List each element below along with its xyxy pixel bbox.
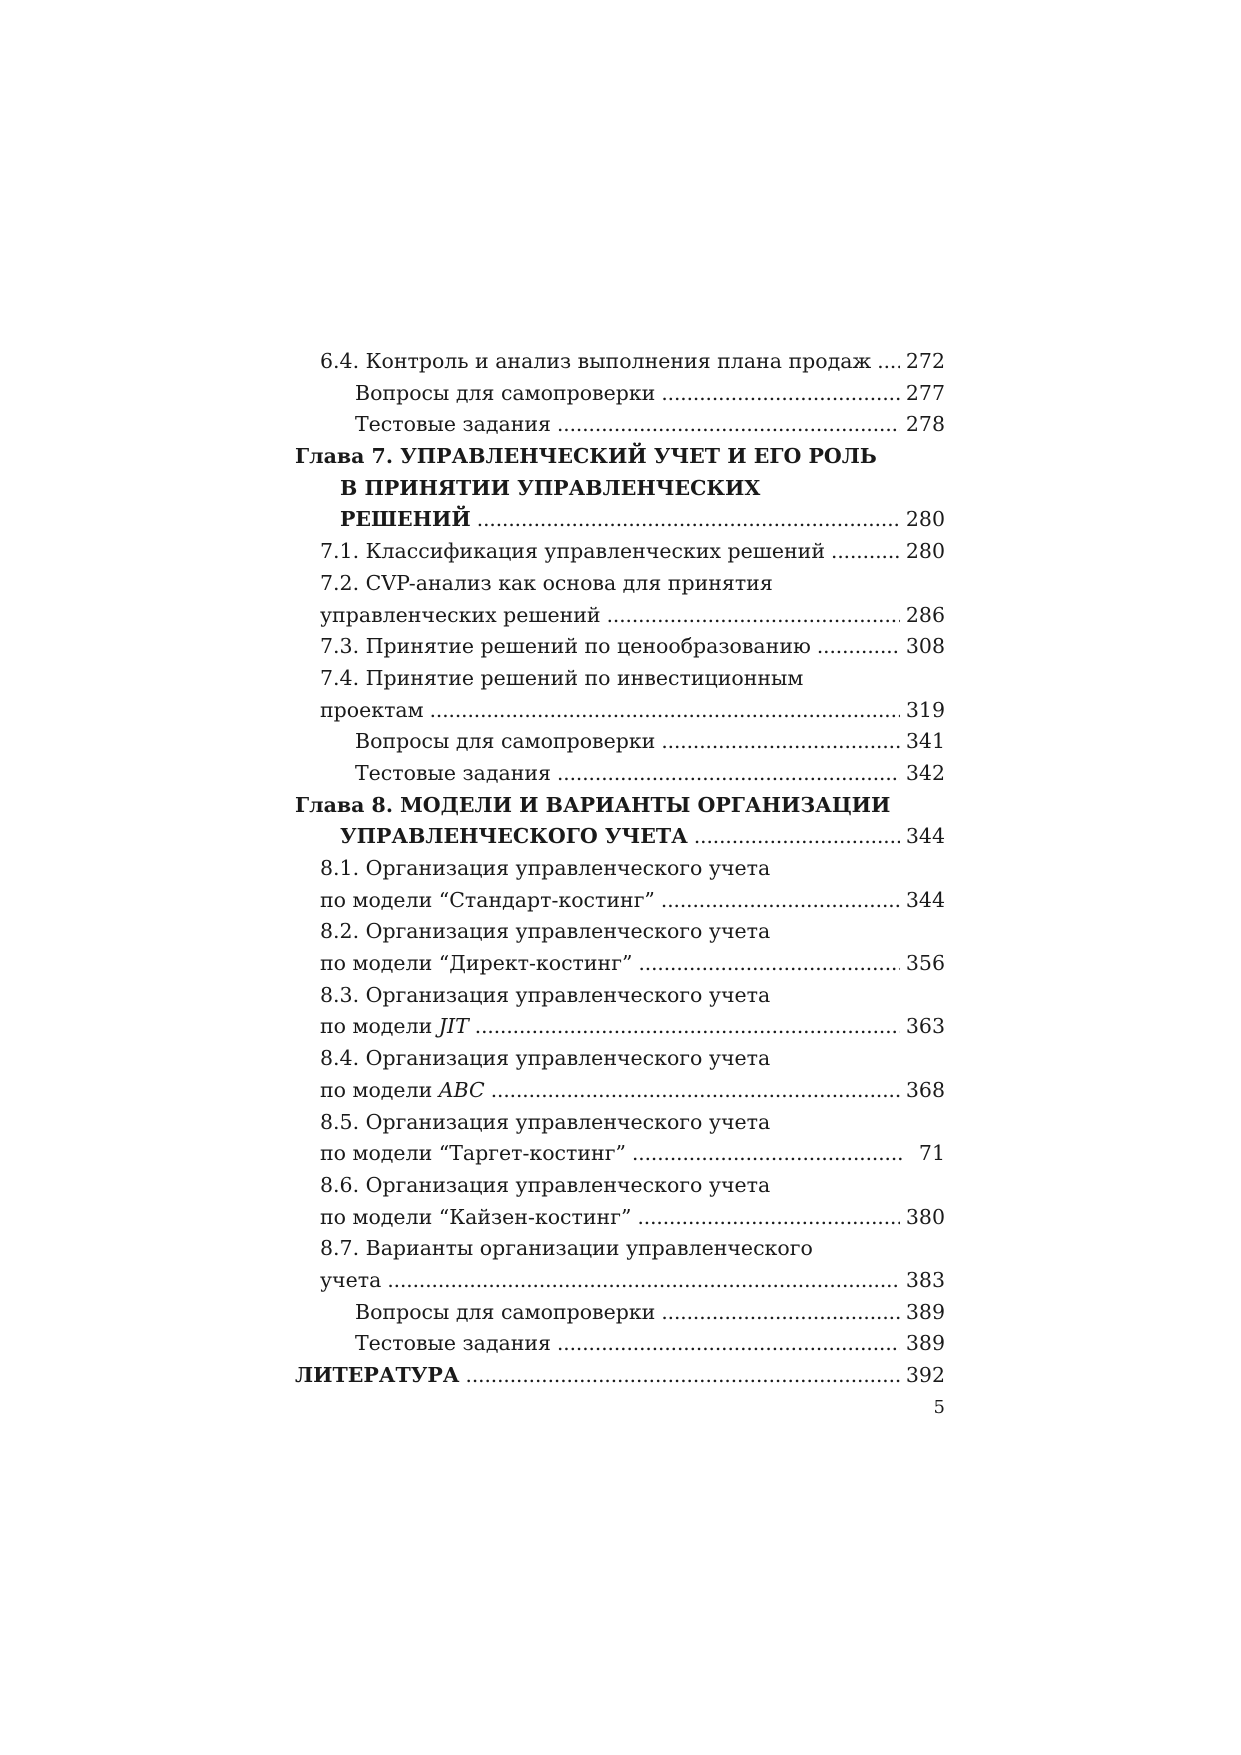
toc-entry-title: проектам (320, 697, 424, 722)
toc-page-number: 368 (905, 1077, 945, 1102)
toc-entry-tests-ch7[interactable] (295, 758, 945, 790)
toc-entry-prefix: по модели (320, 1014, 433, 1039)
dot-leader (661, 1297, 900, 1329)
dot-leader (817, 631, 900, 663)
toc-entry-8-1-cont[interactable] (295, 885, 945, 917)
toc-page-number: 272 (905, 349, 945, 373)
toc-entry-title: 7.3. Принятие решений по ценообразованию (320, 634, 811, 659)
toc-entry-literature[interactable] (295, 1360, 945, 1392)
toc-entry-title: управленческих решений (320, 602, 601, 627)
toc-entry-8-4[interactable] (295, 1043, 945, 1075)
toc-entry-8-1[interactable] (295, 853, 945, 885)
toc-entry-title: 7.4. Принятие решений по инвестиционным (320, 665, 804, 690)
toc-page-number: 341 (905, 729, 945, 754)
toc-chapter-7-heading-cont[interactable] (295, 473, 945, 505)
toc-entry-7-1[interactable] (295, 536, 945, 568)
toc-page-number: 278 (905, 412, 945, 437)
dot-leader (661, 726, 900, 758)
toc-entry-self-check-ch6[interactable] (295, 378, 945, 410)
toc-entry-title: 8.1. Организация управленческого учета (320, 856, 771, 880)
toc-entry-title: Тестовые задания (355, 760, 551, 785)
toc-page-number: 319 (905, 697, 945, 722)
toc-entry-title (320, 1075, 485, 1107)
dot-leader (661, 885, 900, 917)
toc-entry-7-2-cont[interactable] (295, 600, 945, 632)
toc-entry-8-4-cont[interactable] (295, 1075, 945, 1107)
toc-page-number: 344 (905, 887, 945, 912)
toc-page-number: 277 (905, 380, 945, 405)
toc-chapter-7-heading-end[interactable] (295, 504, 945, 536)
toc-entry-title (320, 1011, 469, 1043)
toc-page-number: 356 (905, 951, 945, 976)
toc-page-number: 389 (905, 1331, 945, 1356)
toc-page-number: 308 (905, 634, 945, 659)
toc-entry-title: по модели “Стандарт-костинг” (320, 887, 655, 912)
toc-entry-6-4[interactable] (295, 346, 945, 378)
toc-entry-title: 7.1. Классификация управленческих решений (320, 539, 825, 564)
chapter-title-line: В ПРИНЯТИИ УПРАВЛЕНЧЕСКИХ (340, 475, 761, 500)
dot-leader (557, 758, 900, 790)
dot-leader (387, 1265, 900, 1297)
toc-page-number: 342 (905, 760, 945, 785)
dot-leader (491, 1075, 900, 1107)
toc-entry-8-6[interactable] (295, 1170, 945, 1202)
toc-entry-8-5[interactable] (295, 1107, 945, 1139)
toc-chapter-8-heading[interactable] (295, 790, 945, 822)
toc-chapter-8-heading-end[interactable] (295, 821, 945, 853)
chapter-title-line: РЕШЕНИЙ (340, 507, 471, 532)
dot-leader (557, 409, 900, 441)
toc-entry-title: по модели “Директ-костинг” (320, 951, 633, 976)
toc-entry-title: Тестовые задания (355, 412, 551, 437)
toc-entry-title: Тестовые задания (355, 1331, 551, 1356)
toc-page-number: 286 (905, 602, 945, 627)
toc-entry-title: 8.2. Организация управленческого учета (320, 919, 771, 944)
dot-leader (477, 504, 900, 536)
toc-entry-8-5-cont[interactable] (295, 1138, 945, 1170)
toc-entry-prefix: по модели (320, 1077, 433, 1102)
toc-entry-title: 7.2. CVP-анализ как основа для принятия (320, 570, 773, 595)
toc-page-number: 280 (905, 539, 945, 564)
toc-page-number: 344 (905, 824, 945, 849)
toc-entry-title: Вопросы для самопроверки (355, 729, 656, 754)
toc-page-number: 392 (905, 1363, 945, 1387)
dot-leader (632, 1138, 903, 1170)
dot-leader (694, 821, 900, 853)
dot-leader (557, 1328, 900, 1360)
toc-entry-model-name: JIT (438, 1014, 469, 1039)
toc-entry-self-check-ch8[interactable] (295, 1297, 945, 1329)
toc-entry-title: Вопросы для самопроверки (355, 1299, 656, 1324)
dot-leader (607, 600, 900, 632)
toc-entry-title: 8.5. Организация управленческого учета (320, 1109, 771, 1134)
toc-entry-title: 6.4. Контроль и анализ выполнения плана продаж (320, 349, 872, 373)
toc-entry-title: по модели “Таргет-костинг” (320, 1141, 626, 1166)
dot-leader (661, 378, 900, 410)
toc-entry-8-2-cont[interactable] (295, 948, 945, 980)
dot-leader (475, 1011, 900, 1043)
page-folio: 5 (933, 1397, 945, 1418)
chapter-title-line: Глава 8. МОДЕЛИ И ВАРИАНТЫ ОРГАНИЗАЦИИ (295, 792, 891, 817)
toc-page-number: 71 (918, 1141, 945, 1166)
toc-entry-8-7-cont[interactable] (295, 1265, 945, 1297)
toc-entry-title: 8.4. Организация управленческого учета (320, 1046, 771, 1071)
dot-leader (831, 536, 900, 568)
toc-entry-7-4-cont[interactable] (295, 695, 945, 727)
toc-entry-title: 8.3. Организация управленческого учета (320, 982, 771, 1007)
toc-page-number: 280 (905, 507, 945, 532)
toc-entry-self-check-ch7[interactable] (295, 726, 945, 758)
toc-entry-tests-ch6[interactable] (295, 409, 945, 441)
dot-leader (638, 948, 899, 980)
toc-entry-title: 8.7. Варианты организации управленческого (320, 1236, 813, 1261)
chapter-title-line: Глава 7. УПРАВЛЕНЧЕСКИЙ УЧЕТ И ЕГО РОЛЬ (295, 444, 877, 469)
dot-leader (430, 695, 900, 727)
toc-entry-model-name: ABC (438, 1077, 485, 1102)
toc-entry-7-2[interactable] (295, 568, 945, 600)
toc-entry-title: учета (320, 1267, 382, 1292)
dot-leader (877, 346, 900, 378)
dot-leader (466, 1360, 900, 1392)
toc-entry-8-2[interactable] (295, 916, 945, 948)
toc-entry-8-6-cont[interactable] (295, 1202, 945, 1234)
toc-page-number: 363 (905, 1014, 945, 1039)
toc-entry-title: Вопросы для самопроверки (355, 380, 656, 405)
toc-entry-8-3[interactable] (295, 980, 945, 1012)
toc-entry-8-7[interactable] (295, 1233, 945, 1265)
toc-entry-7-4[interactable] (295, 663, 945, 695)
toc-page-number: 380 (905, 1204, 945, 1229)
toc-entry-7-3[interactable] (295, 631, 945, 663)
toc-entry-tests-ch8[interactable] (295, 1328, 945, 1360)
table-of-contents (295, 346, 945, 1392)
toc-entry-8-3-cont[interactable] (295, 1011, 945, 1043)
toc-entry-title: 8.6. Организация управленческого учета (320, 1172, 771, 1197)
toc-page-number: 383 (905, 1267, 945, 1292)
toc-chapter-7-heading[interactable] (295, 441, 945, 473)
toc-entry-title: ЛИТЕРАТУРА (295, 1363, 460, 1387)
dot-leader (637, 1202, 899, 1234)
chapter-title-line: УПРАВЛЕНЧЕСКОГО УЧЕТА (340, 824, 688, 849)
toc-page-number: 389 (905, 1299, 945, 1324)
toc-entry-title: по модели “Кайзен-костинг” (320, 1204, 632, 1229)
